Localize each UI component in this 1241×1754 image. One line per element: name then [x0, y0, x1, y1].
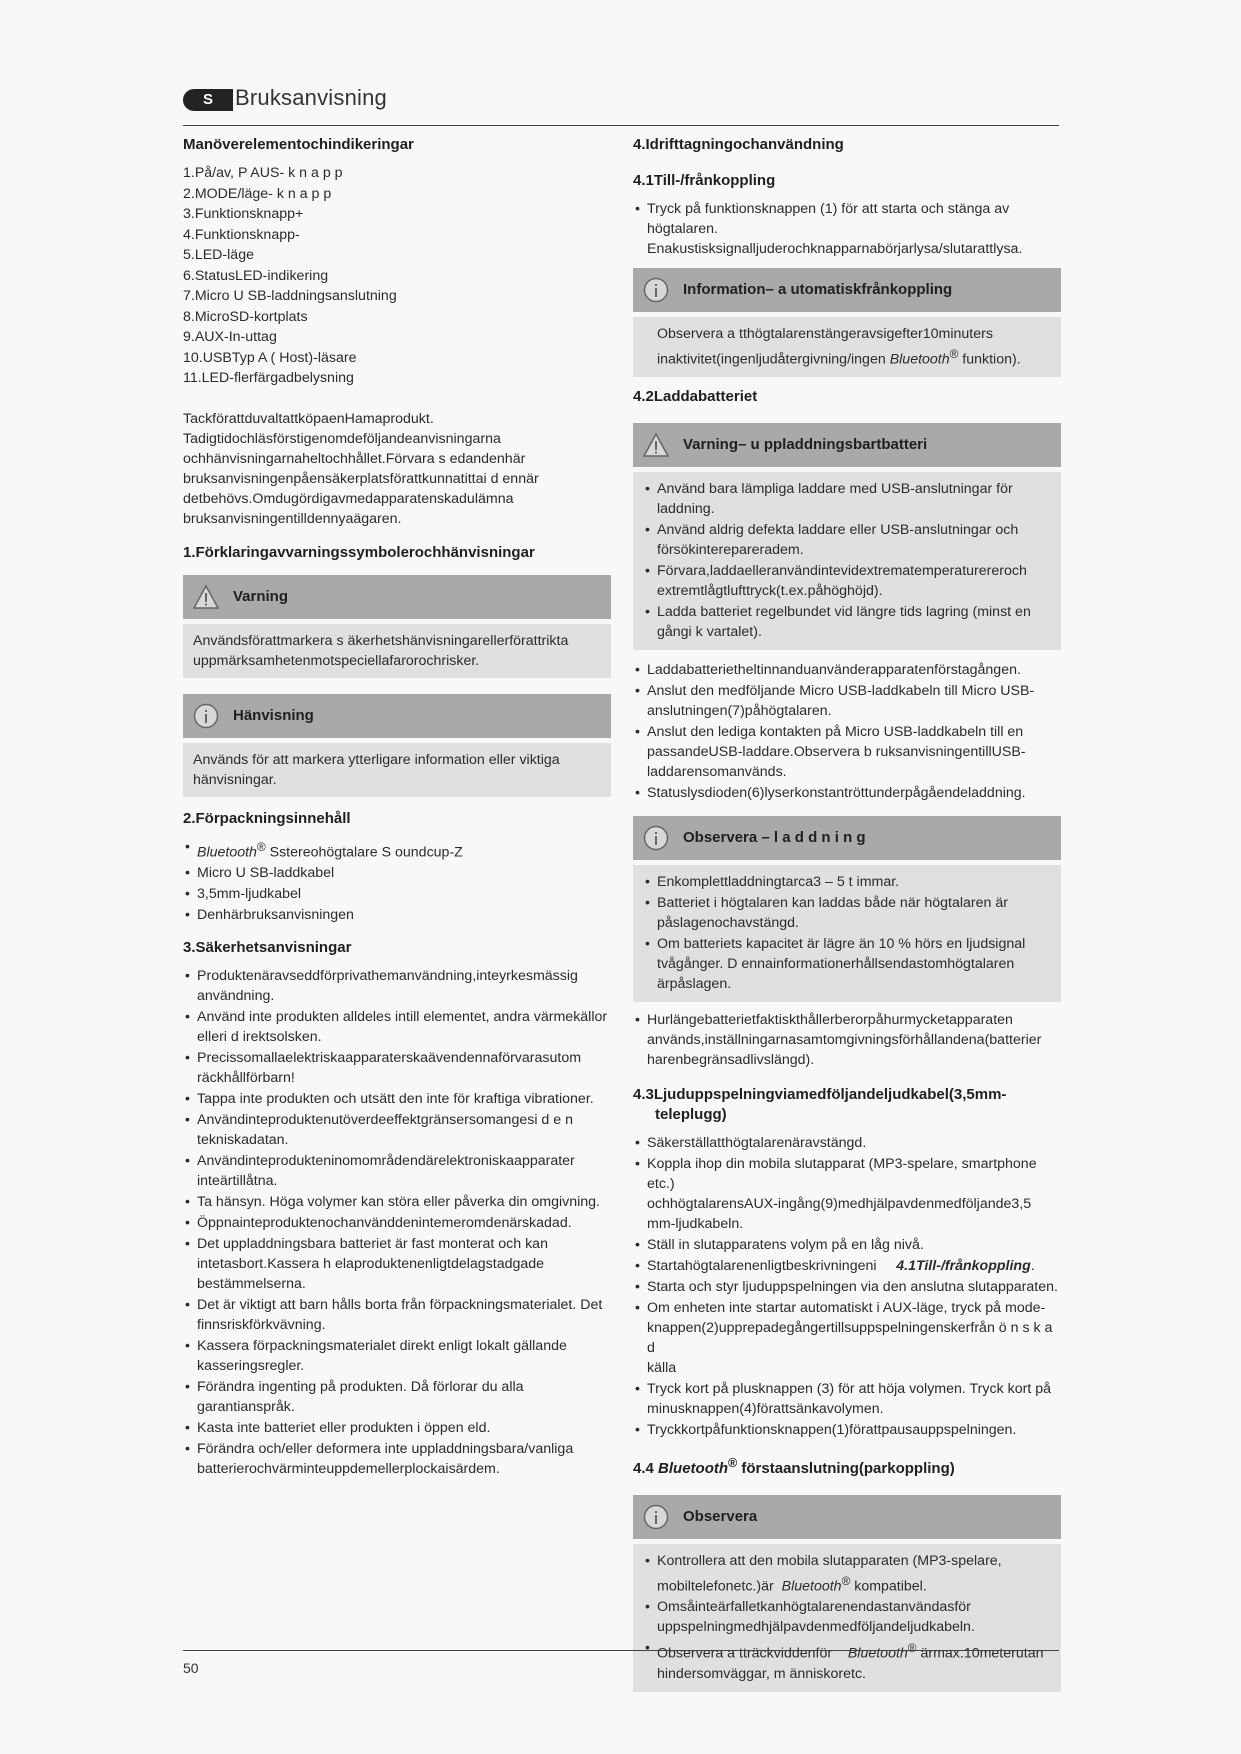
line: laddarensomanvänds.: [647, 763, 787, 780]
battery-warning-body: [633, 472, 1061, 650]
list-item: 8.MicroSD-kortplats: [183, 308, 308, 325]
line: garantianspråk.: [197, 1399, 295, 1416]
line: .: [1030, 1257, 1035, 1274]
section4-heading: 4.Idrifttagningochanvändning: [633, 136, 844, 153]
line: Om batteriets kapacitet är lägre än 10 % hörs en ljudsignal: [657, 935, 1026, 952]
line: finnsriskförkvävning.: [197, 1317, 326, 1334]
line: ärmax.10meterutan: [916, 1646, 1044, 1663]
line: Ta hänsyn. Höga volymer kan störa eller påverka din omgivning.: [197, 1194, 600, 1211]
line: Användinteproduktenutöverdeeffektgränsersomangesi d e n: [197, 1112, 573, 1129]
line: ärpåslagen.: [657, 975, 732, 992]
line: Observera a tthögtalarenstängeravsigefter10minuters: [657, 326, 993, 342]
intro-line: Tadigtidochläsförstigenomdeföljandeanvisningarna: [183, 430, 501, 447]
heading-line: teleplugg): [655, 1105, 727, 1123]
registered-mark: ®: [256, 839, 266, 854]
observe-title: Observera: [683, 1507, 758, 1525]
section43-heading: [633, 1085, 1061, 1125]
line: Tappa inte produkten och utsätt den inte för kraftiga vibrationer.: [197, 1091, 594, 1108]
list-item-text: Sstereohögtalare S oundcup-Z: [265, 844, 463, 861]
note-title: Hänvisning: [233, 706, 314, 724]
warning-box-header: [183, 575, 611, 619]
line: anslutningen(7)påhögtalaren.: [647, 702, 832, 719]
charge-note-list: [643, 872, 1051, 994]
list-item: [183, 1234, 611, 1294]
right-column: [633, 135, 1061, 1692]
s41-list: [633, 199, 1061, 259]
list-item: 1.På/av, P AUS- k n a p p: [183, 165, 343, 181]
section1-heading: 1.Förklaringavvarningssymbolerochhänvisningar: [183, 543, 535, 561]
battery-warning-list: [643, 479, 1051, 642]
list-item: [633, 1420, 1061, 1440]
battery-warning-title: Varning– u ppladdningsbartbatteri: [683, 435, 928, 453]
list-item: [633, 1256, 1061, 1276]
line: funktion).: [958, 351, 1021, 368]
warning-triangle-icon: [193, 584, 219, 610]
list-item: 11.LED-flerfärgadbelysning: [183, 370, 354, 386]
list-item: [183, 837, 611, 863]
list-item: • 3,5mm-ljudkabel: [183, 884, 611, 904]
line: Enkomplettladdningtarca3 – 5 t immar.: [657, 873, 900, 890]
list-item: [183, 1007, 611, 1047]
line: uppspelningmedhjälpavdenmedföljandeljudkabeln.: [657, 1619, 975, 1636]
line: Tryck kort på plusknappen (3) för att höja volymen. Tryck kort på: [647, 1380, 1051, 1397]
line: Tryckkortpåfunktionsknappen(1)förattpausauppspelningen.: [647, 1421, 1017, 1438]
intro-line: bruksanvisningentilldennyaägaren.: [183, 510, 402, 527]
bluetooth-mark: Bluetooth: [197, 844, 257, 861]
line: minusknappen(4)förattsänkavolymen.: [647, 1400, 884, 1417]
list-item: 7.Micro U SB-laddningsanslutning: [183, 288, 397, 304]
line: laddning.: [657, 500, 715, 517]
list-item: • Denhärbruksanvisningen: [183, 905, 611, 925]
list-item: [633, 783, 1061, 803]
info-circle-icon: [643, 825, 669, 851]
charge-note-title: Observera – l a d d n i n g: [683, 828, 866, 846]
intro-line: ochhänvisningarnaheltochhållet.Förvara s edandenhär: [183, 450, 526, 467]
intro-paragraph: [183, 409, 611, 529]
section2-heading: 2.Förpackningsinnehåll: [183, 809, 351, 827]
observe-box-body: [633, 1544, 1061, 1692]
charge-note-header: [633, 816, 1061, 860]
list-item: [643, 479, 1051, 519]
list-item: [183, 966, 611, 1006]
safety-list: [183, 966, 611, 1479]
list-item: [643, 602, 1051, 642]
intro-line: detbehövs.Omdugördigavmedapparatenskadulämna: [183, 490, 514, 507]
line: inteärtillåtna.: [197, 1173, 278, 1190]
line: Hurlängebatterietfaktiskthållerberorpåhurmycketapparaten: [647, 1011, 1013, 1028]
line: Ladda batteriet regelbundet vid längre tids lagring (minst en: [657, 603, 1031, 620]
list-item: [633, 1379, 1061, 1419]
list-item: [643, 1638, 1051, 1684]
package-list: [183, 837, 611, 926]
list-item: 3.Funktionsknapp+: [183, 206, 304, 222]
line: batterierochvärminteuppdemellerplockaisärdem.: [197, 1461, 500, 1478]
intro-line: bruksanvisningenpåensäkerplatsförattkunnatittai d ennär: [183, 470, 539, 487]
page-header: [183, 85, 1059, 126]
list-item: 2.MODE/läge- k n a p p: [183, 185, 332, 202]
info-box-body: [633, 317, 1061, 377]
list-item: [633, 1277, 1061, 1297]
list-item: [643, 1551, 1051, 1597]
line: Batteriet i högtalaren kan laddas både när högtalaren är: [657, 894, 1008, 911]
line: Förändra och/eller deformera inte uppladdningsbara/vanliga: [197, 1441, 574, 1458]
list-item: 4.Funktionsknapp-: [183, 226, 300, 243]
heading-text: förstaanslutning(parkoppling): [737, 1459, 955, 1477]
line: Ställ in slutapparatens volym på en låg nivå.: [647, 1236, 924, 1253]
list-item: [183, 1439, 611, 1479]
section41-heading: 4.1Till-/frånkoppling: [633, 172, 776, 189]
list-item: [633, 1010, 1061, 1070]
list-item: [633, 1235, 1061, 1255]
list-item: 6.StatusLED-indikering: [183, 267, 329, 284]
line: Laddabatterietheltinnanduanvänderapparatenförstagången.: [647, 661, 1021, 678]
line: Använd inte produkten alldeles intill elementet, andra värmekällor: [197, 1009, 608, 1026]
line: försökinterepareradem.: [657, 541, 804, 558]
list-item: [643, 934, 1051, 994]
line: Det är viktigt att barn hålls borta från förpackningsmaterialet. Det: [197, 1297, 603, 1314]
note-line: hänvisningar.: [193, 771, 277, 788]
list-item: [643, 872, 1051, 892]
line: Användinteprodukteninomområdendärelektroniskaapparater: [197, 1153, 575, 1170]
line: gångi k vartalet).: [657, 623, 762, 640]
line: harenbegränsadlivslängd).: [647, 1051, 815, 1068]
line: Använd bara lämpliga laddare med USB-anslutningar för: [657, 480, 1013, 497]
line: Anslut den medföljande Micro USB-laddkabeln till Micro USB-: [647, 682, 1035, 699]
line: inaktivitet(ingenljudåtergivning/ingen: [657, 351, 886, 368]
warning-triangle-icon: [643, 432, 669, 458]
info-circle-icon: [643, 277, 669, 303]
section42-heading: 4.2Laddabatteriet: [633, 387, 758, 405]
list-item: [633, 660, 1061, 680]
line: användning.: [197, 988, 275, 1005]
list-item: [183, 1213, 611, 1233]
line: påslagenochavstängd.: [657, 914, 799, 931]
list-item: [183, 1089, 611, 1109]
footer-rule: [183, 1650, 1059, 1651]
list-item: [183, 1048, 611, 1088]
list-item: [183, 1192, 611, 1212]
list-item: 10.USBTyp A ( Host)-läsare: [183, 349, 357, 366]
registered-mark: ®: [841, 1573, 851, 1588]
warning-box-body: [183, 624, 611, 678]
registered-mark: ®: [907, 1641, 917, 1656]
line: extremtlågtlufttryck(t.ex.påhöghöjd).: [657, 582, 883, 599]
note-box-header: [183, 694, 611, 738]
line: Om enheten inte startar automatiskt i AUX-läge, tryck på mode-: [647, 1299, 1046, 1316]
language-badge: S: [183, 89, 233, 111]
line: kompatibel.: [850, 1578, 927, 1595]
left-column: [183, 135, 611, 1480]
list-item: • Micro U SB-laddkabel: [183, 863, 611, 883]
line: Startahögtalarenenligtbeskrivningeni: [647, 1257, 877, 1274]
warning-title: Varning: [233, 587, 289, 605]
list-item: [643, 520, 1051, 560]
warning-line: Användsförattmarkera s äkerhetshänvisningarellerförattrikta: [193, 632, 569, 649]
list-item: [633, 199, 1061, 259]
line: Statuslysdioden(6)lyserkonstantröttunderpågåendeladdning.: [647, 784, 1026, 801]
warning-line: uppmärksamhetenmotspeciellafarorochrisker.: [193, 652, 480, 669]
list-item: 5.LED-läge: [183, 247, 254, 263]
controls-heading: Manöverelementochindikeringar: [183, 136, 414, 153]
duration-list: [633, 1010, 1061, 1070]
line: hindersomväggar, m änniskoretc.: [657, 1666, 866, 1683]
intro-line: TackförattduvaltattköpaenHamaprodukt.: [183, 410, 434, 427]
page-title: Bruksanvisning: [235, 85, 387, 110]
line: Öppnainteproduktenochanvänddenintemeromdenärskadad.: [197, 1215, 572, 1232]
bluetooth-mark: Bluetooth: [889, 351, 950, 368]
line: tekniskadatan.: [197, 1132, 289, 1149]
line: kasseringsregler.: [197, 1358, 305, 1375]
list-item: [643, 561, 1051, 601]
line: källa: [647, 1359, 677, 1376]
line: Koppla ihop din mobila slutapparat (MP3-spelare, smartphone etc.): [647, 1155, 1037, 1192]
bluetooth-mark: Bluetooth: [781, 1578, 842, 1595]
section44-heading: [633, 1453, 1061, 1479]
list-item: [643, 1597, 1051, 1637]
list-item: [633, 1298, 1061, 1378]
observe-box-header: [633, 1495, 1061, 1539]
line: används,inställningarnasamtomgivningsförhållandena(batterier: [647, 1031, 1042, 1048]
controls-list: [183, 163, 611, 389]
list-item: [183, 1151, 611, 1191]
info-circle-icon: [193, 703, 219, 729]
list-item: [633, 722, 1061, 782]
line: Förändra ingenting på produkten. Då förlorar du alla: [197, 1379, 524, 1396]
heading-number: 4.4: [633, 1459, 654, 1477]
charge-list: [633, 660, 1061, 803]
info-circle-icon: [643, 1504, 669, 1530]
charge-note-body: [633, 865, 1061, 1002]
info-box-header: [633, 268, 1061, 312]
list-item: [183, 1377, 611, 1417]
line: Omsåinteärfalletkanhögtalarenendastanvändasför: [657, 1599, 971, 1616]
line: elleri d irektsolsken.: [197, 1029, 322, 1046]
line: Kontrollera att den mobila slutapparaten (MP3-spelare,: [657, 1552, 1002, 1569]
list-item: [633, 1154, 1061, 1234]
page-number: 50: [183, 1660, 199, 1676]
list-item: 9.AUX-In-uttag: [183, 329, 277, 345]
line: Kasta inte batteriet eller produkten i öppen eld.: [197, 1420, 491, 1437]
line: bestämmelserna.: [197, 1276, 306, 1293]
line: passandeUSB-laddare.Observera b ruksanvisningentillUSB-: [647, 743, 1026, 760]
line: mobiltelefonetc.)är: [657, 1578, 774, 1595]
line: räckhållförbarn!: [197, 1070, 295, 1087]
section-reference: 4.1Till-/frånkoppling: [896, 1257, 1031, 1274]
line: Starta och styr ljuduppspelningen via den anslutna slutapparaten.: [647, 1278, 1058, 1295]
line: Förvara,laddaelleranvändintevidextrematemperaturereroch: [657, 562, 1027, 579]
list-item: [633, 681, 1061, 721]
info-title: Information– a utomatiskfrånkoppling: [683, 281, 953, 298]
list-item: [183, 1418, 611, 1438]
note-line: Används för att markera ytterligare information eller viktiga: [193, 751, 560, 768]
line: Det uppladdningsbara batteriet är fast monterat och kan: [197, 1236, 548, 1253]
list-item: [183, 1336, 611, 1376]
bluetooth-mark: Bluetooth: [658, 1459, 729, 1477]
registered-mark: ®: [949, 347, 959, 361]
list-item: [183, 1295, 611, 1335]
s43-list: [633, 1133, 1061, 1440]
line: intetasbort.Kassera h elaproduktenenligtdelagstadgade: [197, 1256, 545, 1273]
line: Enakustisksignalljuderochknapparnabörjarlysa/slutarattlysa.: [647, 241, 1023, 257]
line: Precissomallaelektriskaapparaterskaävendennaförvarasutom: [197, 1050, 582, 1067]
list-item: [183, 1110, 611, 1150]
observe-list: [643, 1551, 1051, 1684]
note-box-body: [183, 743, 611, 797]
bluetooth-mark: Bluetooth: [847, 1646, 908, 1663]
line: Anslut den lediga kontakten på Micro USB-laddkabeln till en: [647, 723, 1024, 740]
registered-mark: ®: [728, 1455, 738, 1470]
line: tvågånger. D ennainformationerhållsendastomhögtalaren: [657, 955, 1015, 972]
line: ochhögtalarensAUX-ingång(9)medhjälpavdenmedföljande3,5: [647, 1195, 1032, 1212]
line: Tryck på funktionsknappen (1) för att starta och stänga av högtalaren.: [647, 201, 1010, 237]
heading-line: 4.3Ljuduppspelningviamedföljandeljudkabel(3,5mm-: [633, 1085, 1007, 1103]
list-item: [633, 1133, 1061, 1153]
list-item: [643, 893, 1051, 933]
line: Säkerställatthögtalarenäravstängd.: [647, 1134, 867, 1151]
line: Använd aldrig defekta laddare eller USB-anslutningar och: [657, 521, 1019, 538]
section3-heading: 3.Säkerhetsanvisningar: [183, 939, 352, 957]
battery-warning-header: [633, 423, 1061, 467]
line: knappen(2)upprepadegångertillsuppspelningenskerfrån ö n s k a d: [647, 1319, 1053, 1356]
line: Produktenäravseddförprivathemanvändning,inteyrkesmässig: [197, 968, 578, 985]
line: Kassera förpackningsmaterialet direkt enligt lokalt gällande: [197, 1338, 567, 1355]
line: Observera a tträckviddenför: [657, 1646, 833, 1663]
line: mm-ljudkabeln.: [647, 1215, 744, 1232]
